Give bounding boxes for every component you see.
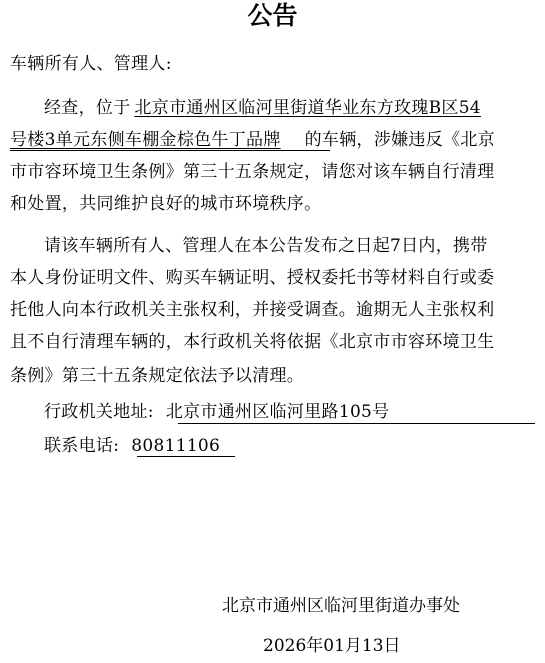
para2-line2: 本人身份证明文件、购买车辆证明、授权委托书等材料自行或委 [10,268,495,288]
address-underline [178,423,535,424]
notice-title: 公告 [247,1,298,30]
phone-underline [137,456,235,457]
address-label: 行政机关地址: [44,402,154,422]
vehicle-location-2: 号楼3单元东侧车棚金棕色牛丁品牌 [10,130,281,150]
address-value: 北京市通州区临河里路105号 [165,402,390,422]
para2-line3: 托他人向本行政机关主张权利，并接受调查。逾期无人主张权利 [10,300,495,320]
para2-line5: 条例》第三十五条规定依法予以清理。 [10,366,305,386]
underline-location [10,150,330,151]
para1-line2 [10,128,495,152]
phone-label: 联系电话: [44,436,120,456]
para1-prefix: 经查，位于 [44,98,131,118]
para2-line4: 且不自行清理车辆的，本行政机关将依据《北京市市容环境卫生 [10,332,495,352]
phone-row [44,434,220,458]
phone-value: 80811106 [131,436,221,456]
address-row [44,400,389,424]
para1-line2-suffix: 的车辆，涉嫌违反《北京 [304,130,495,150]
vehicle-location-1: 北京市通州区临河里街道华业东方玫瑰B区54 [134,98,481,118]
issue-date: 2026年01月13日 [263,636,401,656]
salutation: 车辆所有人、管理人: [10,54,172,74]
issuer-name: 北京市通州区临河里街道办事处 [222,596,460,616]
para1-line1 [44,96,481,120]
para1-line3: 市市容环境卫生条例》第三十五条规定，请您对该车辆自行清理 [10,162,495,182]
para2-line1: 请该车辆所有人、管理人在本公告发布之日起7日内，携带 [44,236,488,256]
para1-line4: 和处置，共同维护良好的城市环境秩序。 [10,194,322,214]
